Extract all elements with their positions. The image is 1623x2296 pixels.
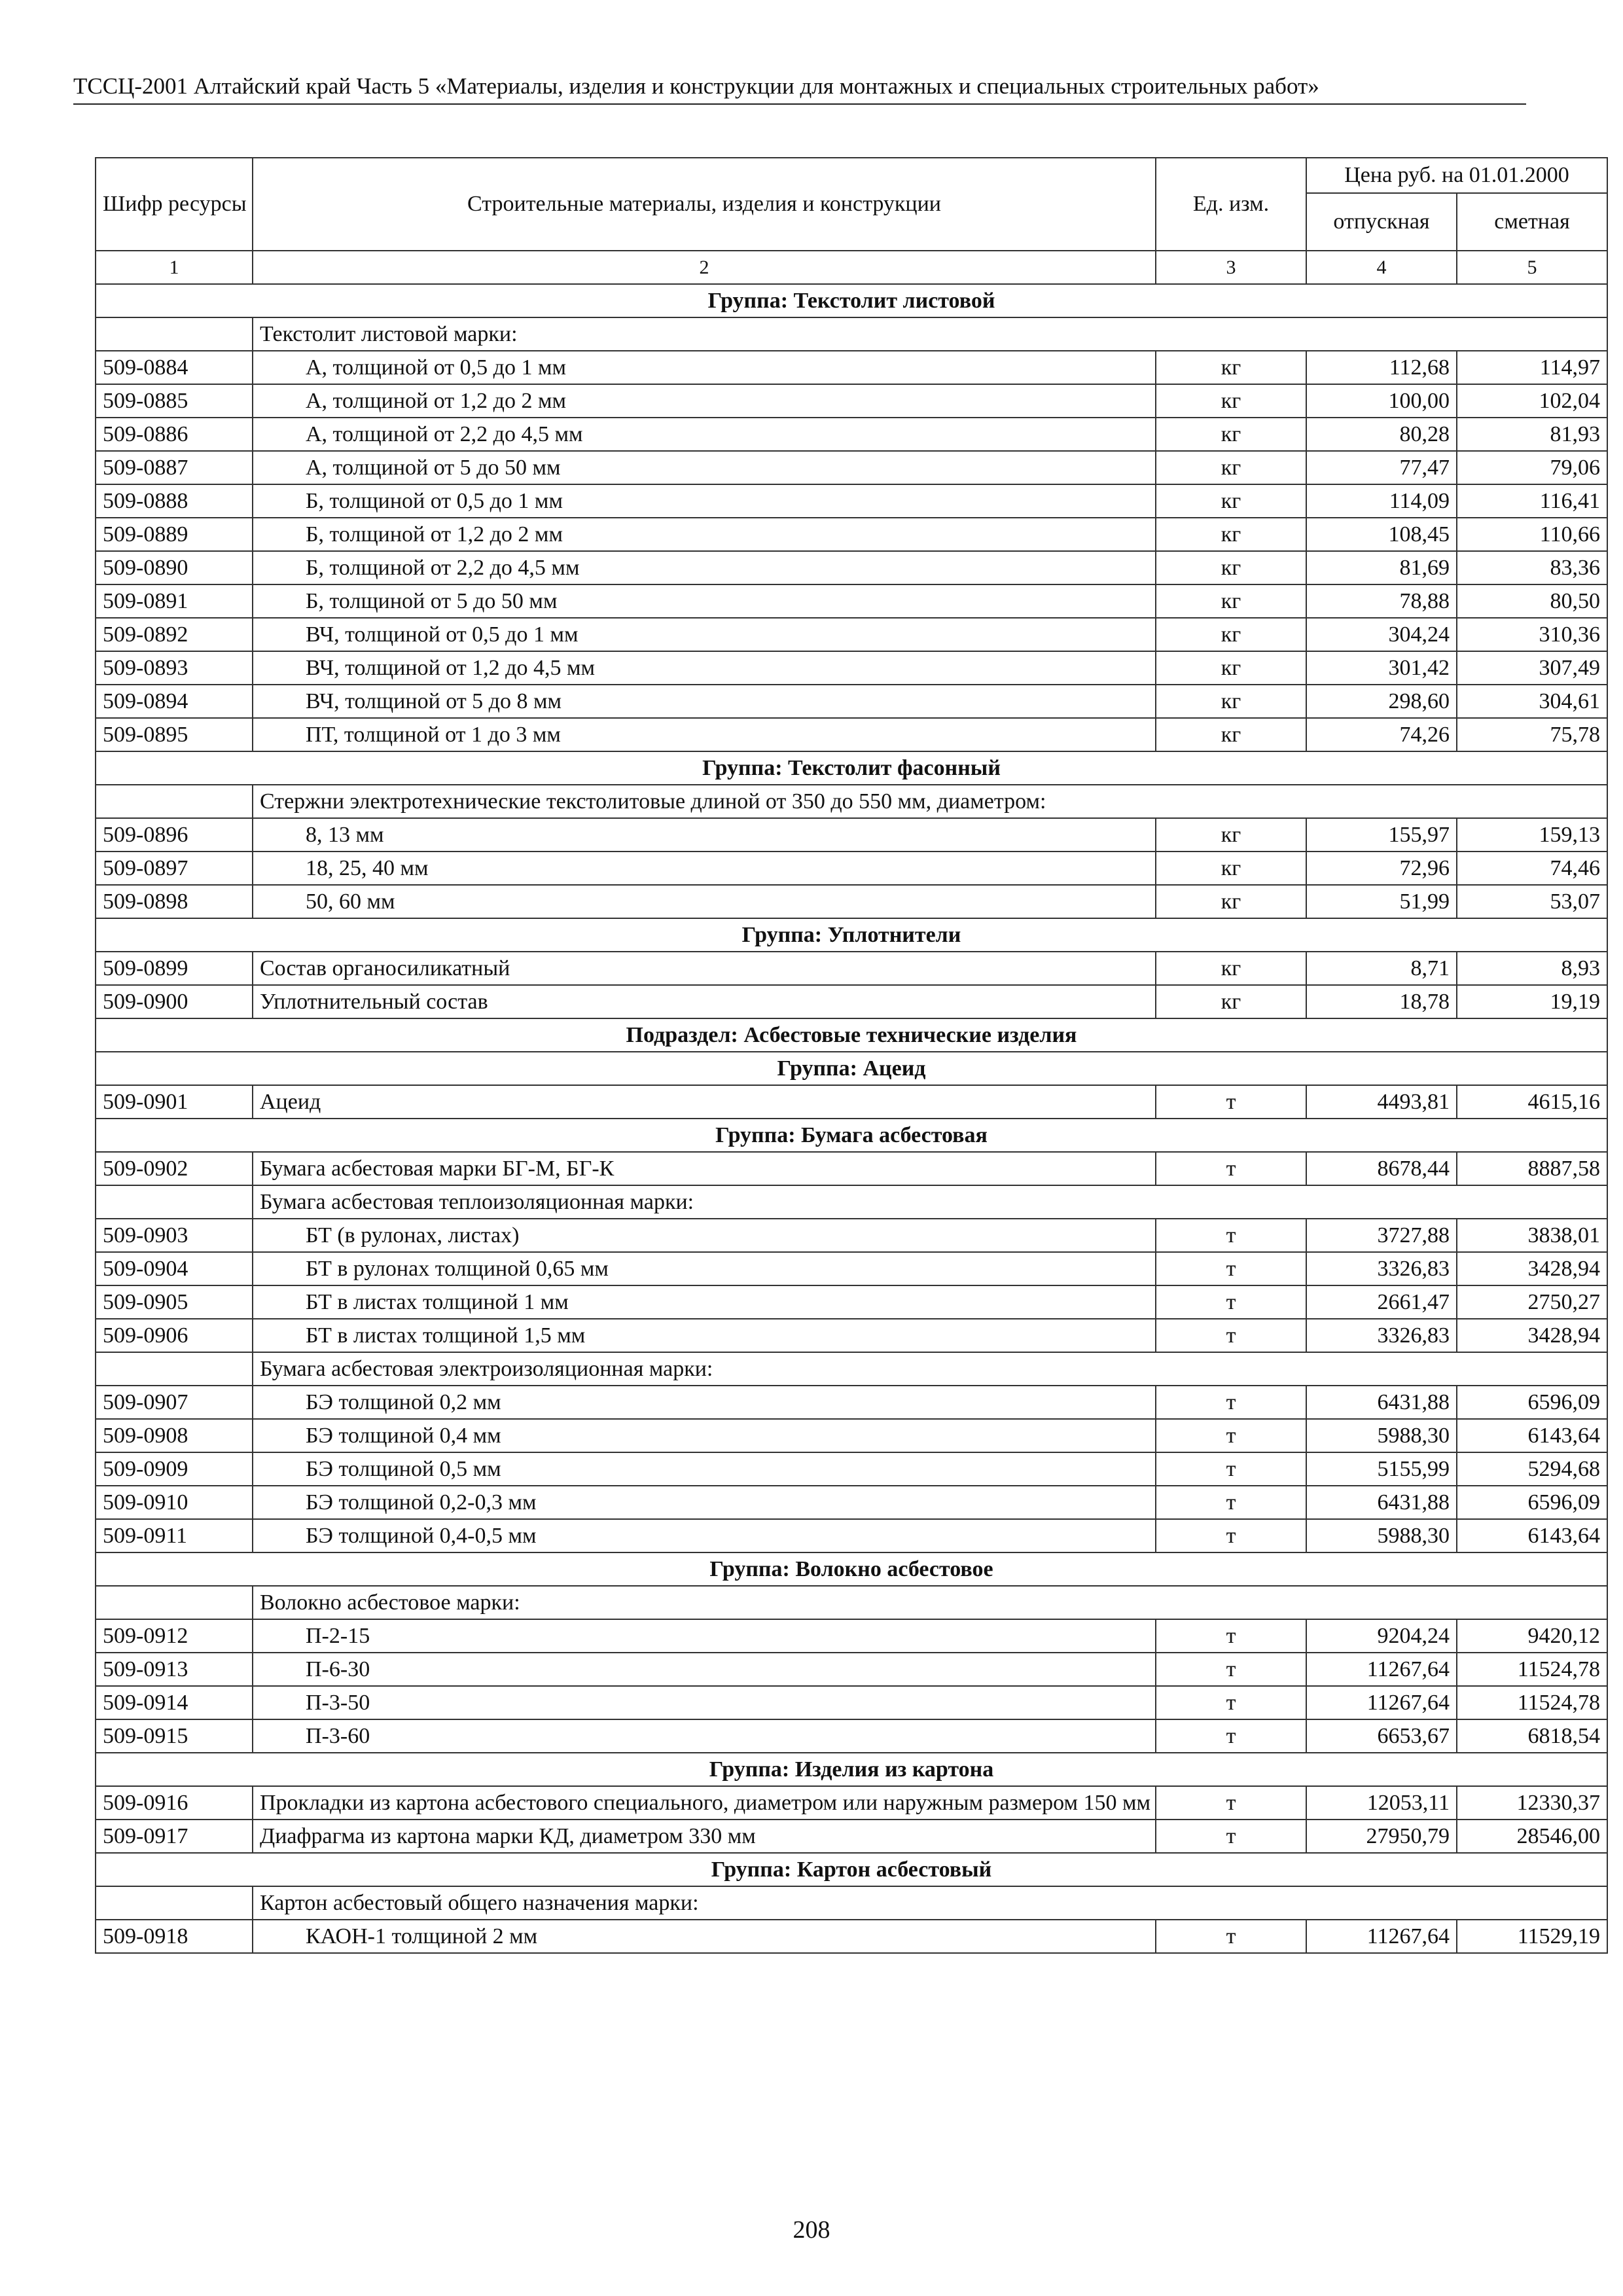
estimate-price-cell: 4615,16 — [1457, 1085, 1607, 1119]
table-row — [96, 818, 1607, 852]
code-cell: 509-0913 — [96, 1653, 253, 1686]
unit-cell: т — [1156, 1252, 1306, 1285]
table-row — [96, 1486, 1607, 1519]
table-body — [96, 284, 1607, 1953]
name-cell: БТ в листах толщиной 1,5 мм — [253, 1319, 1156, 1352]
estimate-price-cell: 307,49 — [1457, 651, 1607, 685]
unit-cell: т — [1156, 1786, 1306, 1820]
header-release-price: отпускная — [1306, 193, 1457, 251]
estimate-price-cell: 8,93 — [1457, 952, 1607, 985]
unit-cell: кг — [1156, 618, 1306, 651]
code-cell: 509-0884 — [96, 351, 253, 384]
document-header: ТССЦ-2001 Алтайский край Часть 5 «Материалы, изделия и конструкции для монтажных и специальных строительных работ» — [73, 73, 1526, 105]
estimate-price-cell: 19,19 — [1457, 985, 1607, 1018]
table-row — [96, 518, 1607, 551]
estimate-price-cell: 6596,09 — [1457, 1486, 1607, 1519]
code-cell: 509-0890 — [96, 551, 253, 584]
estimate-price-cell: 6143,64 — [1457, 1519, 1607, 1552]
lead-text: Стержни электротехнические текстолитовые длиной от 350 до 550 мм, диаметром: — [253, 785, 1607, 818]
unit-cell: т — [1156, 1920, 1306, 1953]
unit-cell: кг — [1156, 818, 1306, 852]
release-price-cell: 4493,81 — [1306, 1085, 1457, 1119]
table-row — [96, 551, 1607, 584]
estimate-price-cell: 3428,94 — [1457, 1319, 1607, 1352]
release-price-cell: 74,26 — [1306, 718, 1457, 751]
header-price: Цена руб. на 01.01.2000 — [1306, 158, 1607, 193]
table-row — [96, 1653, 1607, 1686]
estimate-price-cell: 81,93 — [1457, 418, 1607, 451]
table-row — [96, 1519, 1607, 1552]
estimate-price-cell: 80,50 — [1457, 584, 1607, 618]
release-price-cell: 6653,67 — [1306, 1719, 1457, 1753]
code-cell: 509-0896 — [96, 818, 253, 852]
group-row — [96, 1552, 1607, 1586]
code-cell: 509-0915 — [96, 1719, 253, 1753]
name-cell: Состав органосиликатный — [253, 952, 1156, 985]
table-row — [96, 1920, 1607, 1953]
estimate-price-cell: 102,04 — [1457, 384, 1607, 418]
code-cell: 509-0902 — [96, 1152, 253, 1185]
subsection-title: Подраздел: Асбестовые технические изделия — [96, 1018, 1607, 1052]
unit-cell: кг — [1156, 418, 1306, 451]
name-cell: Бумага асбестовая марки БГ-М, БГ-К — [253, 1152, 1156, 1185]
table-row — [96, 852, 1607, 885]
unit-cell: кг — [1156, 718, 1306, 751]
release-price-cell: 72,96 — [1306, 852, 1457, 885]
release-price-cell: 78,88 — [1306, 584, 1457, 618]
table-row — [96, 651, 1607, 685]
table-row — [96, 985, 1607, 1018]
code-cell: 509-0887 — [96, 451, 253, 484]
header-estimate-price: сметная — [1457, 193, 1607, 251]
estimate-price-cell: 11524,78 — [1457, 1653, 1607, 1686]
release-price-cell: 9204,24 — [1306, 1619, 1457, 1653]
name-cell: 8, 13 мм — [253, 818, 1156, 852]
name-cell: Б, толщиной от 5 до 50 мм — [253, 584, 1156, 618]
group-title: Группа: Ацеид — [96, 1052, 1607, 1085]
unit-cell: кг — [1156, 384, 1306, 418]
estimate-price-cell: 79,06 — [1457, 451, 1607, 484]
unit-cell: т — [1156, 1386, 1306, 1419]
unit-cell: кг — [1156, 484, 1306, 518]
release-price-cell: 5155,99 — [1306, 1452, 1457, 1486]
name-cell: БЭ толщиной 0,4-0,5 мм — [253, 1519, 1156, 1552]
unit-cell: т — [1156, 1085, 1306, 1119]
release-price-cell: 114,09 — [1306, 484, 1457, 518]
empty-code-cell — [96, 1886, 253, 1920]
name-cell: П-2-15 — [253, 1619, 1156, 1653]
unit-cell: кг — [1156, 351, 1306, 384]
table-row — [96, 451, 1607, 484]
table-row — [96, 1252, 1607, 1285]
group-title: Группа: Картон асбестовый — [96, 1853, 1607, 1886]
estimate-price-cell: 11529,19 — [1457, 1920, 1607, 1953]
name-cell: Ацеид — [253, 1085, 1156, 1119]
lead-text: Волокно асбестовое марки: — [253, 1586, 1607, 1619]
code-cell: 509-0886 — [96, 418, 253, 451]
lead-row — [96, 1185, 1607, 1219]
group-title: Группа: Бумага асбестовая — [96, 1119, 1607, 1152]
unit-cell: т — [1156, 1285, 1306, 1319]
release-price-cell: 11267,64 — [1306, 1920, 1457, 1953]
table-row — [96, 1152, 1607, 1185]
table-row — [96, 1619, 1607, 1653]
unit-cell: кг — [1156, 451, 1306, 484]
name-cell: А, толщиной от 5 до 50 мм — [253, 451, 1156, 484]
name-cell: ПТ, толщиной от 1 до 3 мм — [253, 718, 1156, 751]
table-row — [96, 1786, 1607, 1820]
code-cell: 509-0907 — [96, 1386, 253, 1419]
group-row — [96, 1753, 1607, 1786]
subsection-row — [96, 1018, 1607, 1052]
group-row — [96, 1853, 1607, 1886]
release-price-cell: 304,24 — [1306, 618, 1457, 651]
table-row — [96, 584, 1607, 618]
name-cell: А, толщиной от 0,5 до 1 мм — [253, 351, 1156, 384]
release-price-cell: 3727,88 — [1306, 1219, 1457, 1252]
lead-row — [96, 785, 1607, 818]
unit-cell: т — [1156, 1152, 1306, 1185]
header-code: Шифр ресурсы — [96, 158, 253, 251]
code-cell: 509-0903 — [96, 1219, 253, 1252]
table-row — [96, 418, 1607, 451]
name-cell: П-6-30 — [253, 1653, 1156, 1686]
group-title: Группа: Уплотнители — [96, 918, 1607, 952]
estimate-price-cell: 2750,27 — [1457, 1285, 1607, 1319]
estimate-price-cell: 74,46 — [1457, 852, 1607, 885]
name-cell: БЭ толщиной 0,2 мм — [253, 1386, 1156, 1419]
name-cell: 50, 60 мм — [253, 885, 1156, 918]
release-price-cell: 6431,88 — [1306, 1486, 1457, 1519]
release-price-cell: 301,42 — [1306, 651, 1457, 685]
lead-text: Текстолит листовой марки: — [253, 317, 1607, 351]
table-row — [96, 1820, 1607, 1853]
name-cell: БЭ толщиной 0,4 мм — [253, 1419, 1156, 1452]
table-row — [96, 1219, 1607, 1252]
unit-cell: кг — [1156, 852, 1306, 885]
table-row — [96, 1319, 1607, 1352]
release-price-cell: 6431,88 — [1306, 1386, 1457, 1419]
name-cell: П-3-50 — [253, 1686, 1156, 1719]
table-row — [96, 952, 1607, 985]
code-cell: 509-0894 — [96, 685, 253, 718]
code-cell: 509-0914 — [96, 1686, 253, 1719]
estimate-price-cell: 53,07 — [1457, 885, 1607, 918]
code-cell: 509-0905 — [96, 1285, 253, 1319]
group-row — [96, 751, 1607, 785]
code-cell: 509-0893 — [96, 651, 253, 685]
table-row — [96, 1686, 1607, 1719]
release-price-cell: 112,68 — [1306, 351, 1457, 384]
table-row — [96, 1285, 1607, 1319]
code-cell: 509-0906 — [96, 1319, 253, 1352]
table-row — [96, 484, 1607, 518]
estimate-price-cell: 75,78 — [1457, 718, 1607, 751]
col-number-4: 4 — [1306, 251, 1457, 284]
code-cell: 509-0889 — [96, 518, 253, 551]
unit-cell: т — [1156, 1619, 1306, 1653]
estimate-price-cell: 159,13 — [1457, 818, 1607, 852]
release-price-cell: 100,00 — [1306, 384, 1457, 418]
estimate-price-cell: 114,97 — [1457, 351, 1607, 384]
unit-cell: кг — [1156, 518, 1306, 551]
group-title: Группа: Текстолит фасонный — [96, 751, 1607, 785]
empty-code-cell — [96, 1185, 253, 1219]
release-price-cell: 5988,30 — [1306, 1419, 1457, 1452]
col-number-5: 5 — [1457, 251, 1607, 284]
estimate-price-cell: 28546,00 — [1457, 1820, 1607, 1853]
estimate-price-cell: 116,41 — [1457, 484, 1607, 518]
code-cell: 509-0918 — [96, 1920, 253, 1953]
estimate-price-cell: 310,36 — [1457, 618, 1607, 651]
release-price-cell: 27950,79 — [1306, 1820, 1457, 1853]
price-table — [95, 157, 1608, 1954]
table-row — [96, 1085, 1607, 1119]
name-cell: Диафрагма из картона марки КД, диаметром 330 мм — [253, 1820, 1156, 1853]
page-number: 208 — [793, 2216, 830, 2244]
code-cell: 509-0891 — [96, 584, 253, 618]
table-row — [96, 685, 1607, 718]
name-cell: П-3-60 — [253, 1719, 1156, 1753]
estimate-price-cell: 12330,37 — [1457, 1786, 1607, 1820]
code-cell: 509-0888 — [96, 484, 253, 518]
name-cell: БТ (в рулонах, листах) — [253, 1219, 1156, 1252]
code-cell: 509-0909 — [96, 1452, 253, 1486]
unit-cell: т — [1156, 1486, 1306, 1519]
lead-text: Бумага асбестовая теплоизоляционная марки: — [253, 1185, 1607, 1219]
code-cell: 509-0910 — [96, 1486, 253, 1519]
release-price-cell: 8,71 — [1306, 952, 1457, 985]
code-cell: 509-0892 — [96, 618, 253, 651]
table-row — [96, 351, 1607, 384]
empty-code-cell — [96, 1352, 253, 1386]
unit-cell: кг — [1156, 651, 1306, 685]
release-price-cell: 80,28 — [1306, 418, 1457, 451]
header-name: Строительные материалы, изделия и конструкции — [253, 158, 1156, 251]
release-price-cell: 8678,44 — [1306, 1152, 1457, 1185]
col-number-3: 3 — [1156, 251, 1306, 284]
code-cell: 509-0908 — [96, 1419, 253, 1452]
group-title: Группа: Текстолит листовой — [96, 284, 1607, 317]
release-price-cell: 11267,64 — [1306, 1686, 1457, 1719]
release-price-cell: 12053,11 — [1306, 1786, 1457, 1820]
unit-cell: кг — [1156, 885, 1306, 918]
empty-code-cell — [96, 785, 253, 818]
table-row — [96, 718, 1607, 751]
code-cell: 509-0898 — [96, 885, 253, 918]
unit-cell: кг — [1156, 685, 1306, 718]
name-cell: Уплотнительный состав — [253, 985, 1156, 1018]
release-price-cell: 3326,83 — [1306, 1319, 1457, 1352]
name-cell: Б, толщиной от 2,2 до 4,5 мм — [253, 551, 1156, 584]
name-cell: ВЧ, толщиной от 0,5 до 1 мм — [253, 618, 1156, 651]
estimate-price-cell: 8887,58 — [1457, 1152, 1607, 1185]
estimate-price-cell: 6818,54 — [1457, 1719, 1607, 1753]
estimate-price-cell: 83,36 — [1457, 551, 1607, 584]
release-price-cell: 108,45 — [1306, 518, 1457, 551]
group-row — [96, 1119, 1607, 1152]
lead-row — [96, 317, 1607, 351]
estimate-price-cell: 9420,12 — [1457, 1619, 1607, 1653]
release-price-cell: 51,99 — [1306, 885, 1457, 918]
code-cell: 509-0912 — [96, 1619, 253, 1653]
name-cell: А, толщиной от 1,2 до 2 мм — [253, 384, 1156, 418]
group-row — [96, 918, 1607, 952]
unit-cell: кг — [1156, 584, 1306, 618]
table-row — [96, 1419, 1607, 1452]
unit-cell: т — [1156, 1452, 1306, 1486]
name-cell: Б, толщиной от 0,5 до 1 мм — [253, 484, 1156, 518]
group-row — [96, 1052, 1607, 1085]
name-cell: ВЧ, толщиной от 5 до 8 мм — [253, 685, 1156, 718]
header-unit: Ед. изм. — [1156, 158, 1306, 251]
release-price-cell: 18,78 — [1306, 985, 1457, 1018]
estimate-price-cell: 5294,68 — [1457, 1452, 1607, 1486]
unit-cell: т — [1156, 1820, 1306, 1853]
unit-cell: кг — [1156, 952, 1306, 985]
name-cell: БТ в листах толщиной 1 мм — [253, 1285, 1156, 1319]
unit-cell: т — [1156, 1219, 1306, 1252]
release-price-cell: 3326,83 — [1306, 1252, 1457, 1285]
group-row — [96, 284, 1607, 317]
code-cell: 509-0917 — [96, 1820, 253, 1853]
code-cell: 509-0904 — [96, 1252, 253, 1285]
lead-row — [96, 1586, 1607, 1619]
name-cell: А, толщиной от 2,2 до 4,5 мм — [253, 418, 1156, 451]
name-cell: БЭ толщиной 0,5 мм — [253, 1452, 1156, 1486]
code-cell: 509-0911 — [96, 1519, 253, 1552]
estimate-price-cell: 110,66 — [1457, 518, 1607, 551]
unit-cell: т — [1156, 1686, 1306, 1719]
release-price-cell: 81,69 — [1306, 551, 1457, 584]
lead-text: Картон асбестовый общего назначения марки: — [253, 1886, 1607, 1920]
code-cell: 509-0899 — [96, 952, 253, 985]
estimate-price-cell: 3428,94 — [1457, 1252, 1607, 1285]
code-cell: 509-0885 — [96, 384, 253, 418]
unit-cell: кг — [1156, 551, 1306, 584]
empty-code-cell — [96, 317, 253, 351]
release-price-cell: 11267,64 — [1306, 1653, 1457, 1686]
name-cell: ВЧ, толщиной от 1,2 до 4,5 мм — [253, 651, 1156, 685]
name-cell: КАОН-1 толщиной 2 мм — [253, 1920, 1156, 1953]
unit-cell: т — [1156, 1319, 1306, 1352]
empty-code-cell — [96, 1586, 253, 1619]
table-row — [96, 618, 1607, 651]
estimate-price-cell: 304,61 — [1457, 685, 1607, 718]
release-price-cell: 298,60 — [1306, 685, 1457, 718]
lead-row — [96, 1352, 1607, 1386]
unit-cell: кг — [1156, 985, 1306, 1018]
release-price-cell: 5988,30 — [1306, 1519, 1457, 1552]
code-cell: 509-0900 — [96, 985, 253, 1018]
estimate-price-cell: 6143,64 — [1457, 1419, 1607, 1452]
name-cell: Прокладки из картона асбестового специального, диаметром или наружным размером 150 мм — [253, 1786, 1156, 1820]
col-number-1: 1 — [96, 251, 253, 284]
release-price-cell: 77,47 — [1306, 451, 1457, 484]
table-row — [96, 1386, 1607, 1419]
name-cell: БТ в рулонах толщиной 0,65 мм — [253, 1252, 1156, 1285]
table-row — [96, 1719, 1607, 1753]
unit-cell: т — [1156, 1519, 1306, 1552]
name-cell: 18, 25, 40 мм — [253, 852, 1156, 885]
lead-row — [96, 1886, 1607, 1920]
release-price-cell: 155,97 — [1306, 818, 1457, 852]
release-price-cell: 2661,47 — [1306, 1285, 1457, 1319]
name-cell: БЭ толщиной 0,2-0,3 мм — [253, 1486, 1156, 1519]
table-header — [96, 158, 1607, 284]
code-cell: 509-0901 — [96, 1085, 253, 1119]
name-cell: Б, толщиной от 1,2 до 2 мм — [253, 518, 1156, 551]
lead-text: Бумага асбестовая электроизоляционная марки: — [253, 1352, 1607, 1386]
estimate-price-cell: 3838,01 — [1457, 1219, 1607, 1252]
unit-cell: т — [1156, 1653, 1306, 1686]
table-row — [96, 885, 1607, 918]
code-cell: 509-0916 — [96, 1786, 253, 1820]
estimate-price-cell: 11524,78 — [1457, 1686, 1607, 1719]
unit-cell: т — [1156, 1719, 1306, 1753]
table-row — [96, 384, 1607, 418]
code-cell: 509-0895 — [96, 718, 253, 751]
group-title: Группа: Изделия из картона — [96, 1753, 1607, 1786]
table-row — [96, 1452, 1607, 1486]
group-title: Группа: Волокно асбестовое — [96, 1552, 1607, 1586]
code-cell: 509-0897 — [96, 852, 253, 885]
col-number-2: 2 — [253, 251, 1156, 284]
estimate-price-cell: 6596,09 — [1457, 1386, 1607, 1419]
unit-cell: т — [1156, 1419, 1306, 1452]
